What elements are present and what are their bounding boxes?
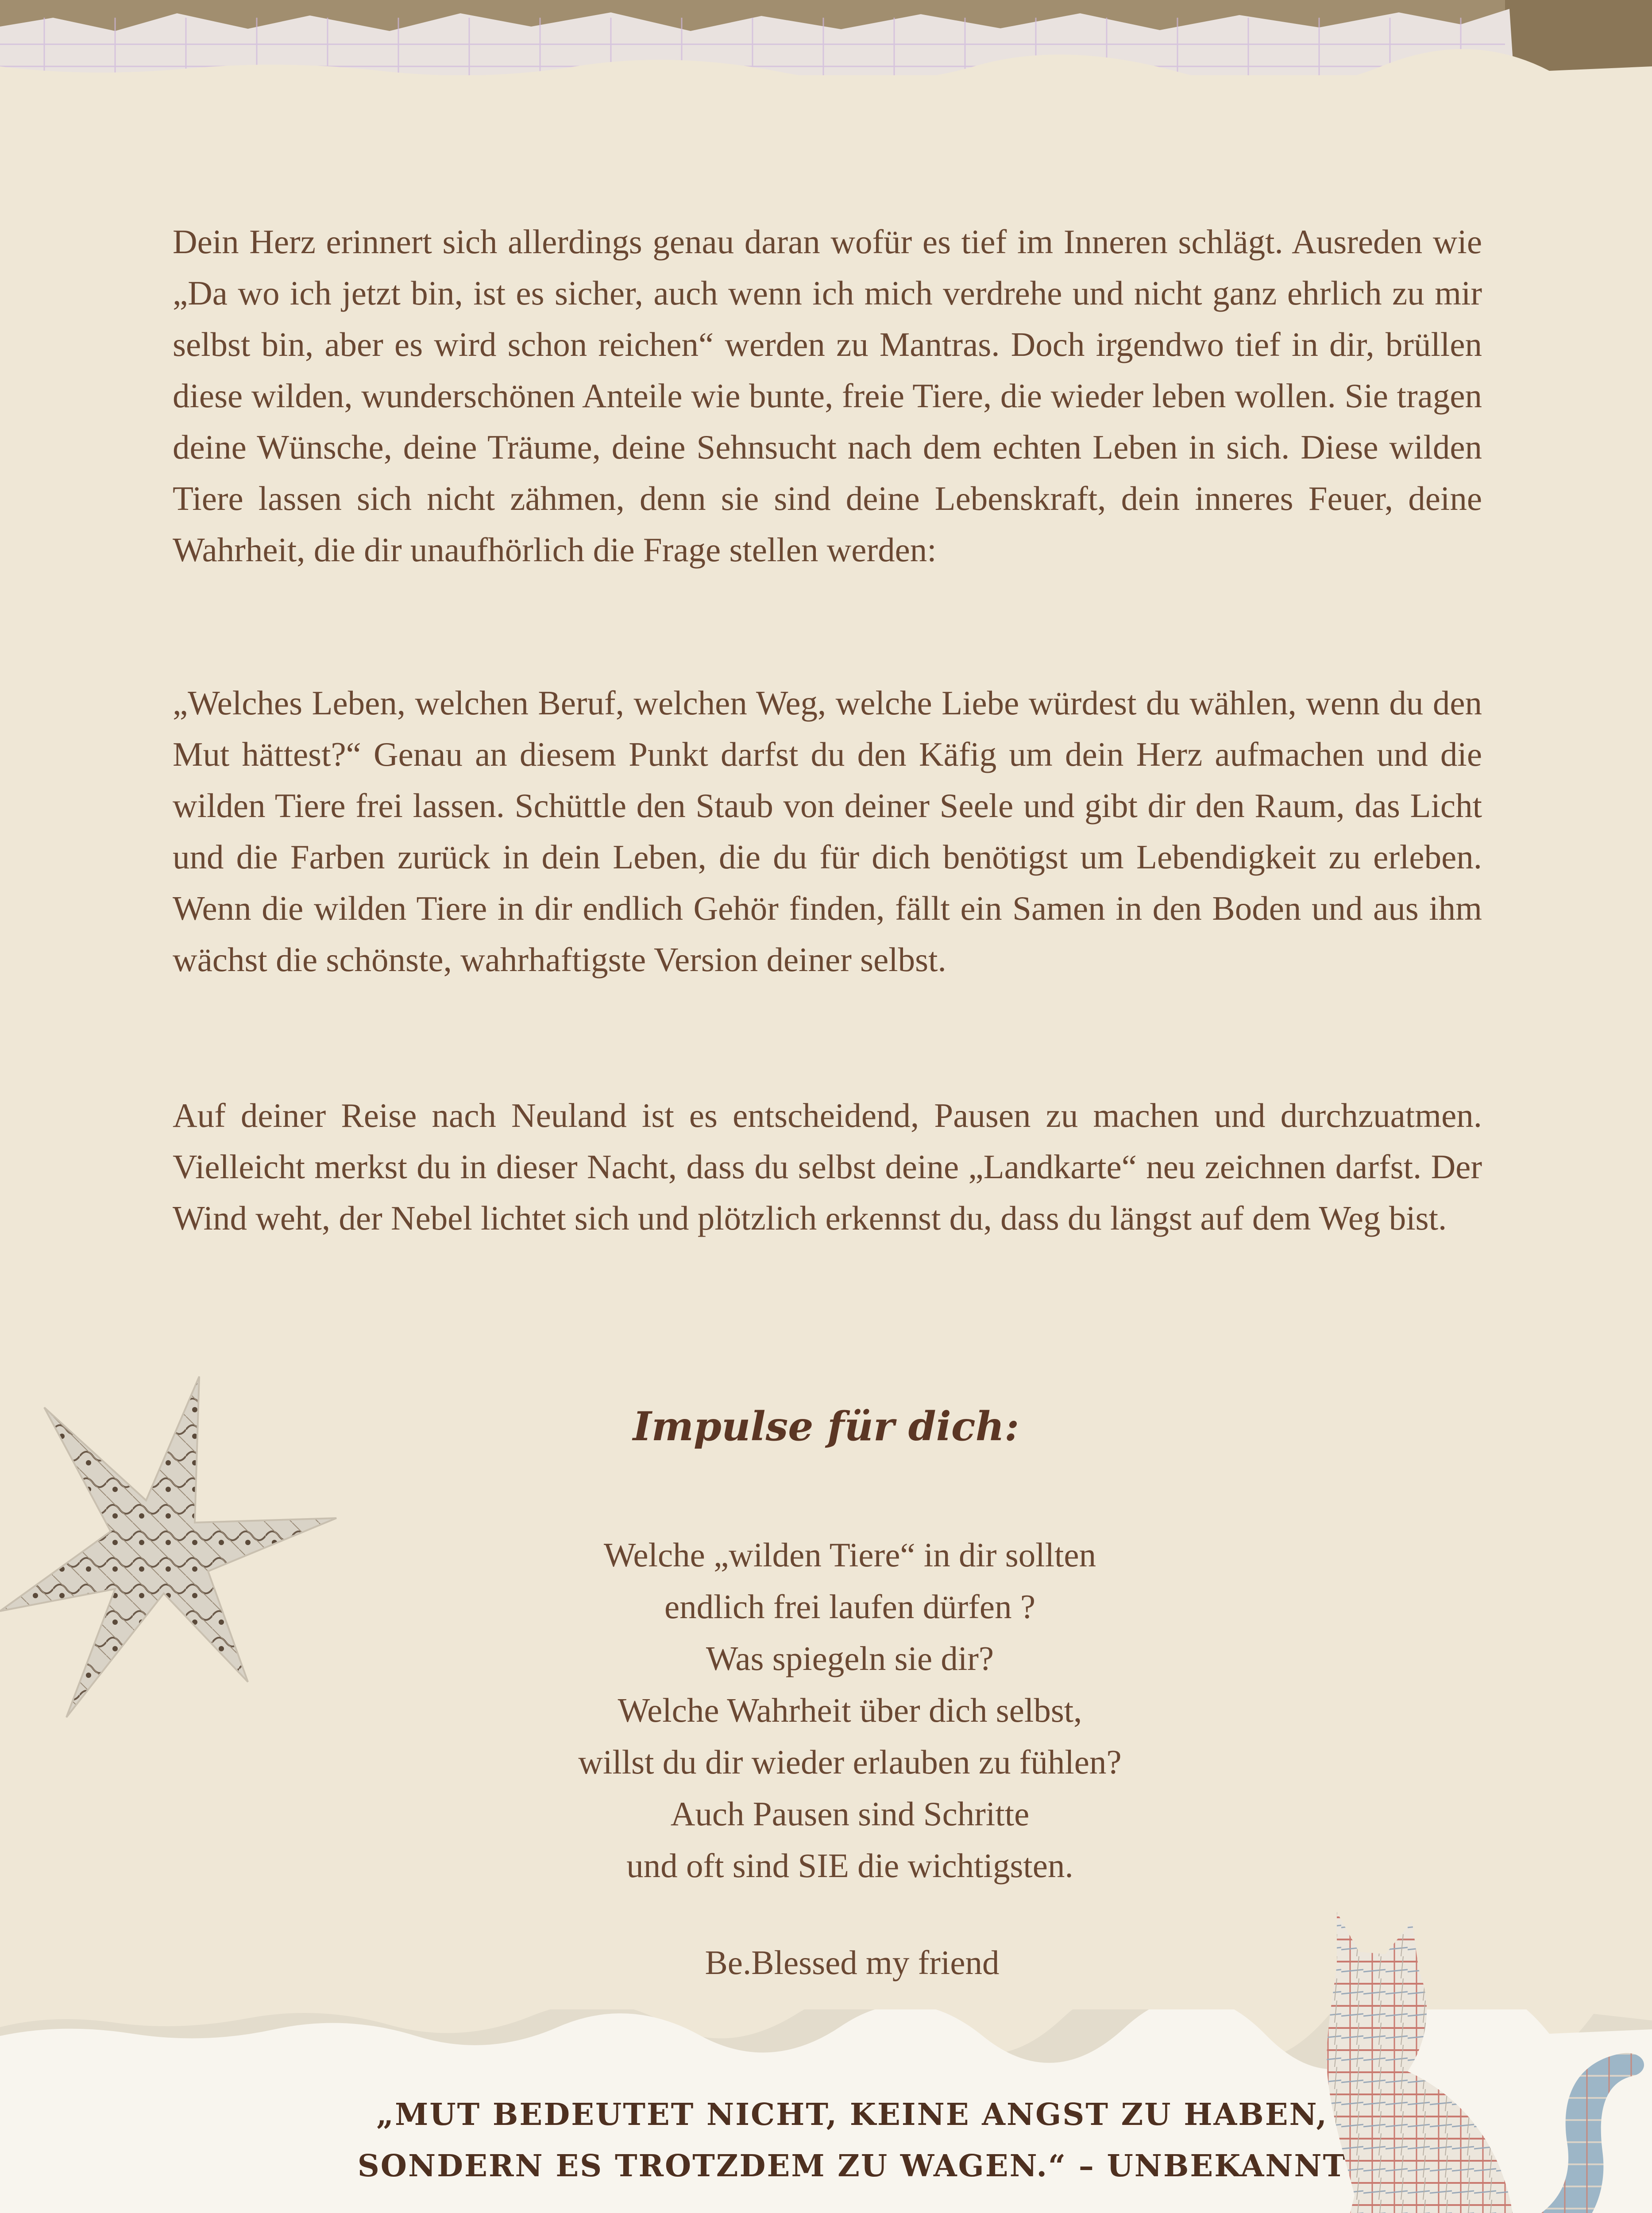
impulse-line: und oft sind SIE die wichtigsten. — [626, 1847, 1073, 1885]
impulse-questions — [0, 1529, 1652, 1892]
impulse-heading: Impulse für dich: — [633, 1403, 1019, 1450]
body-paragraph-1: Dein Herz erinnert sich allerdings genau daran wofür es tief im Inneren schlägt. Ausreden wie „Da wo ich jetzt bin, ist es sicher, auch wenn ich mich verdrehe und nicht ganz ehrlich zu mir selbst bin, aber es wird schon reichen“ werden zu Mantras. Doch irgendwo tief in dir, brüllen diese wilden, wunderschönen Anteile wie bunte, freie Tiere, die wieder leben wollen. Sie tragen deine Wünsche, deine Träume, deine Sehnsucht nach dem echten Leben in sich. Diese wilden Tiere lassen sich nicht zähmen, denn sie sind deine Lebenskraft, dein inneres Feuer, deine Wahrheit, die dir unaufhörlich die Frage stellen werden: — [173, 223, 1482, 569]
impulse-line: endlich frei laufen dürfen ? — [664, 1588, 1035, 1626]
impulse-line: Welche „wilden Tiere“ in dir sollten — [603, 1536, 1096, 1574]
cat-map-icon — [1310, 1912, 1652, 2213]
body-paragraph-2: „Welches Leben, welchen Beruf, welchen Weg, welche Liebe würdest du wählen, wenn du den Mut hättest?“ Genau an diesem Punkt darfst du den Käfig um dein Herz aufmachen und die wilden Tiere frei lassen. Schüttle den Staub von deiner Seele und gibt dir den Raum, das Licht und die Farben zurück in dein Leben, die du für dich benötigst um Lebendigkeit zu erleben. Wenn die wilden Tiere in dir endlich Gehör finden, fällt ein Samen in den Boden und aus ihm wächst die schönste, wahrhaftigste Version deiner selbst. — [173, 684, 1482, 979]
impulse-line: Was spiegeln sie dir? — [706, 1639, 994, 1677]
torn-paper-header — [0, 0, 1652, 75]
impulse-line: Auch Pausen sind Schritte — [670, 1795, 1030, 1833]
quote-line-1: „MUT BEDEUTET NICHT, KEINE ANGST ZU HABEN, — [376, 2097, 1328, 2132]
quote-line-2: SONDERN ES TROTZDEM ZU WAGEN.“ – UNBEKANNT — [357, 2148, 1347, 2184]
signoff-text: Be.Blessed my friend — [705, 1943, 1000, 1982]
impulse-line: willst du dir wieder erlauben zu fühlen? — [578, 1743, 1122, 1781]
body-paragraph-3: Auf deiner Reise nach Neuland ist es entscheidend, Pausen zu machen und durchzuatmen. Vielleicht merkst du in dieser Nacht, dass du selbst deine „Landkarte“ neu zeichnen darfst. Der Wind weht, der Nebel lichtet sich und plötzlich erkennst du, dass du längst auf dem Weg bist. — [173, 1096, 1482, 1237]
impulse-line: Welche Wahrheit über dich selbst, — [618, 1691, 1082, 1729]
